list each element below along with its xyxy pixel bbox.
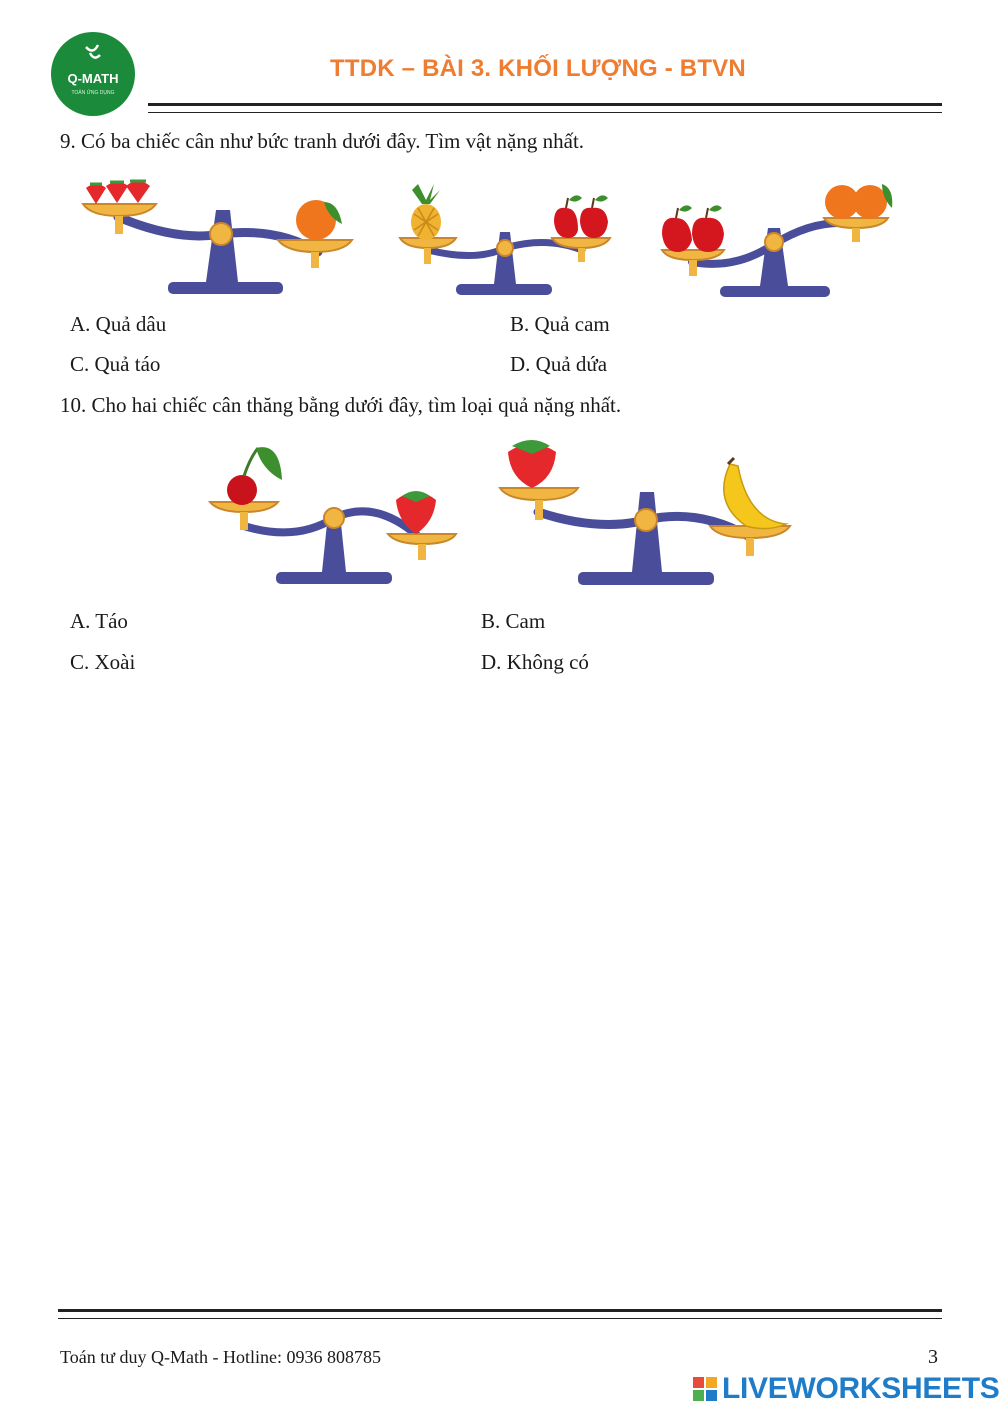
header-divider — [148, 103, 942, 113]
page-title: TTDK – BÀI 3. KHỐI LƯỢNG - BTVN — [330, 55, 746, 82]
q9-option-b[interactable]: B. Quả cam — [510, 312, 610, 336]
question-9-text: 9. Có ba chiếc cân như bức tranh dưới đây. Tìm vật nặng nhất. — [60, 129, 585, 153]
page-number: 3 — [928, 1346, 938, 1368]
orange-icon — [825, 184, 892, 219]
q9-option-a[interactable]: A. Quả dâu — [70, 312, 167, 336]
pineapple-icon — [411, 184, 441, 240]
liveworksheets-icon — [692, 1376, 718, 1402]
q10-option-c[interactable]: C. Xoài — [70, 650, 136, 674]
footer-text: Toán tư duy Q-Math - Hotline: 0936 808785 — [60, 1347, 381, 1367]
apple-icon — [662, 205, 724, 252]
strawberry-icon — [508, 440, 556, 488]
q10-option-b[interactable]: B. Cam — [481, 609, 546, 633]
q10-option-a[interactable]: A. Táo — [70, 609, 128, 633]
q9-option-c[interactable]: C. Quả táo — [70, 352, 161, 376]
scale-9b-image — [396, 178, 620, 300]
strawberry-icon — [86, 181, 150, 204]
scale-9a-image — [78, 172, 368, 300]
scale-10b-image — [498, 436, 794, 588]
liveworksheets-label: LIVEWORKSHEETS — [722, 1372, 1000, 1405]
logo-tagline: TOÁN ỨNG DỤNG — [71, 90, 115, 96]
logo-name: Q-MATH — [67, 71, 119, 86]
q9-option-d[interactable]: D. Quả dứa — [510, 352, 608, 376]
liveworksheets-watermark[interactable] — [692, 1372, 1000, 1406]
scale-10a-image — [206, 438, 460, 588]
banana-icon — [724, 458, 786, 529]
footer-divider — [58, 1309, 942, 1319]
apple-icon — [554, 195, 608, 238]
orange-icon — [296, 200, 342, 240]
q10-option-d[interactable]: D. Không có — [481, 650, 589, 674]
scale-9c-image — [656, 178, 896, 300]
q-math-logo-icon — [50, 31, 136, 117]
question-10-text: 10. Cho hai chiếc cân thăng bằng dưới đây, tìm loại quả nặng nhất. — [60, 393, 622, 417]
cherry-icon — [227, 447, 282, 505]
